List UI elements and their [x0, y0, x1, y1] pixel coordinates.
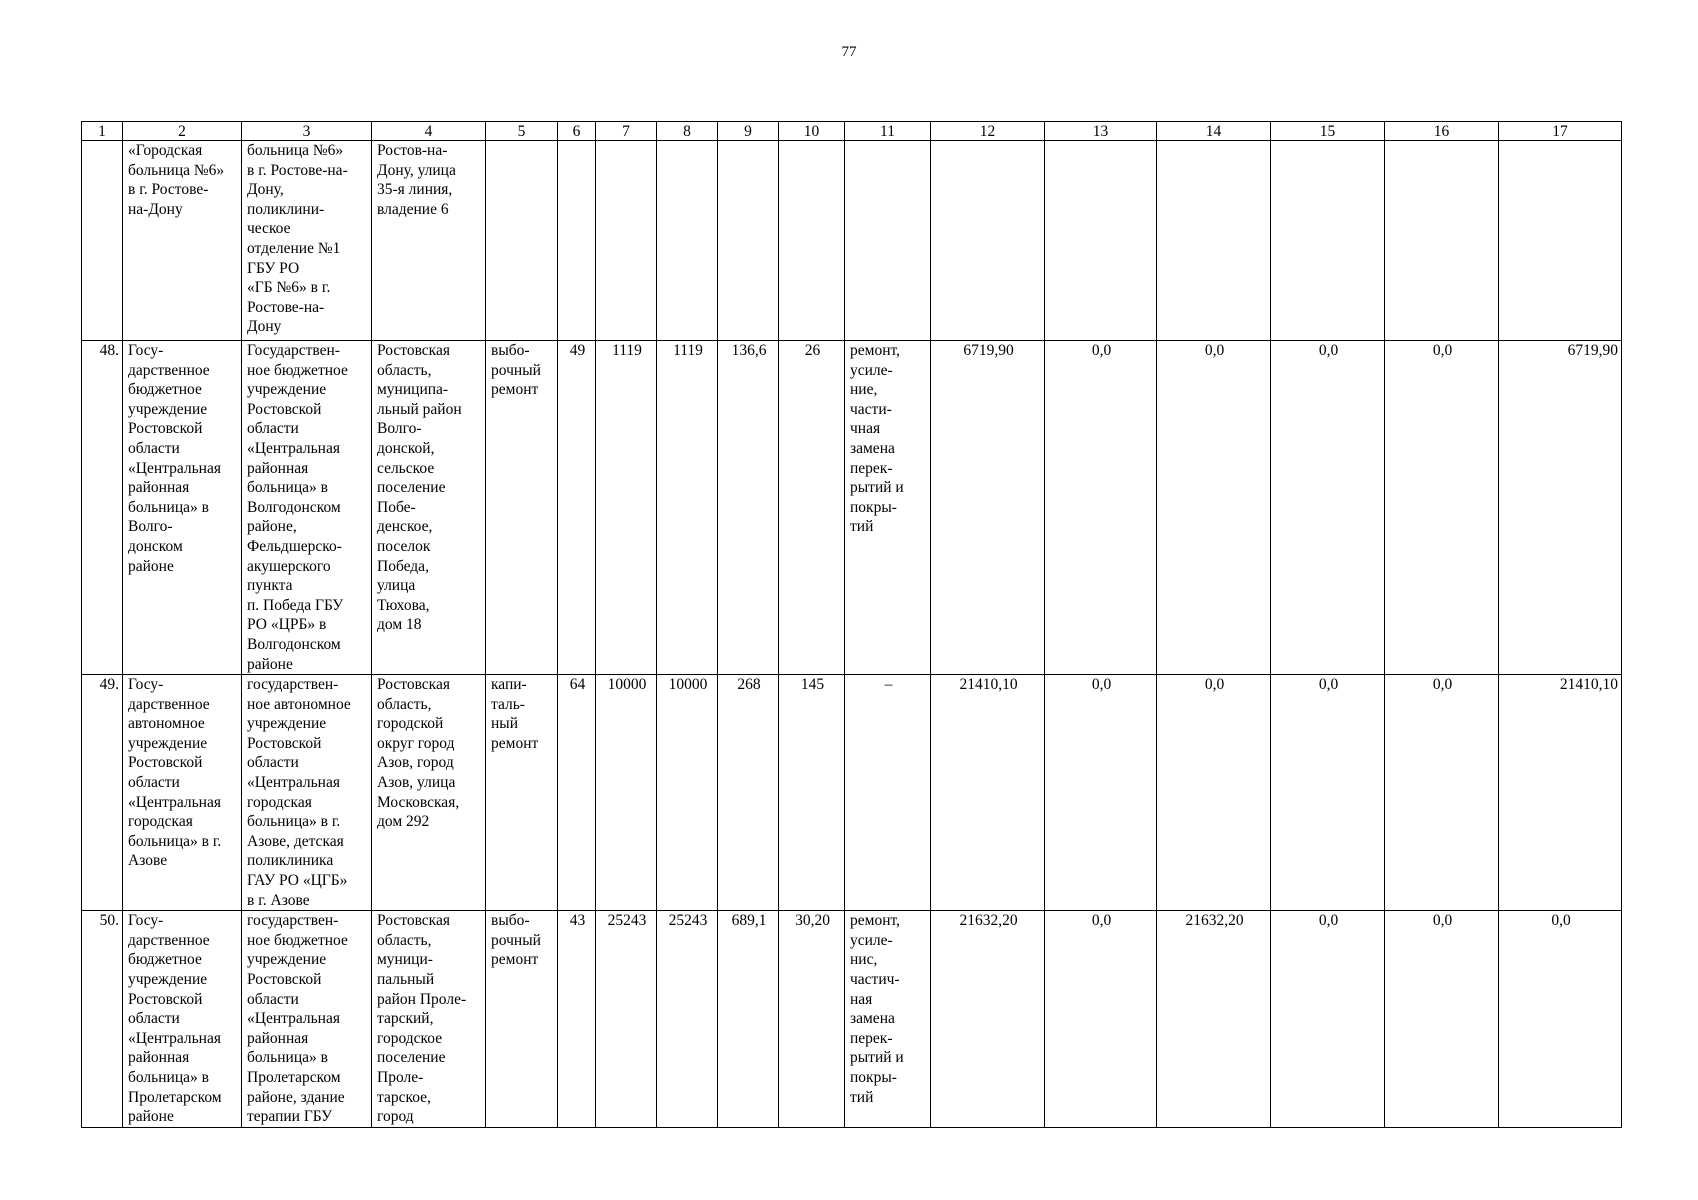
address-text: Ростовская область, муниципа- льный район Волго- донской, сельское поселение Побе- денское, поселок Победа, улица Тюхова, дом 18: [377, 342, 462, 634]
address-cell: [372, 911, 486, 1128]
column-header: 15: [1271, 122, 1385, 141]
column-header: 6: [558, 122, 596, 141]
institution-text: Госу- дарственное автономное учреждение Ростовской области «Центральная городская больница» в г. Азове: [128, 676, 222, 870]
value-cell: 0,0: [1499, 911, 1622, 1128]
address-text: Ростовская область, городской округ город Азов, город Азов, улица Московская, дом 292: [377, 676, 460, 831]
value-cell: 0,0: [1045, 341, 1157, 675]
value-cell: 25243: [596, 911, 657, 1128]
work-type-text: выбо- рочный ремонт: [491, 342, 541, 399]
value-cell: [596, 141, 657, 341]
value-cell: [558, 141, 596, 341]
value-cell: 689,1: [718, 911, 779, 1128]
value-cell: [1385, 141, 1499, 341]
work-type-cell: [486, 911, 558, 1128]
column-header: 10: [779, 122, 845, 141]
column-number-row: [82, 122, 1622, 141]
data-table: [81, 121, 1622, 1128]
value-cell: [1271, 141, 1385, 341]
value-cell: 21632,20: [1157, 911, 1271, 1128]
value-cell: 43: [558, 911, 596, 1128]
column-header: 3: [242, 122, 372, 141]
works-cell: [845, 911, 931, 1128]
value-cell: [1499, 141, 1622, 341]
object-cell: [242, 141, 372, 341]
value-cell: 6719,90: [1499, 341, 1622, 675]
work-type-cell: [486, 141, 558, 341]
works-text: ремонт, усиле- ние, части- чная замена перек- рытий и покры- тий: [850, 342, 904, 536]
value-cell: [657, 141, 718, 341]
value-cell: 0,0: [1385, 911, 1499, 1128]
institution-text: «Городская больница №6» в г. Ростове- на-Дону: [128, 142, 225, 218]
object-text: больница №6» в г. Ростове-на- Дону, поликлини- ческое отделение №1 ГБУ РО «ГБ №6» в г. Ростове-на- Дону: [247, 142, 348, 336]
value-cell: 1119: [657, 341, 718, 675]
value-cell: 0,0: [1157, 341, 1271, 675]
value-cell: [1045, 141, 1157, 341]
value-cell: 30,20: [779, 911, 845, 1128]
row-number: [82, 141, 123, 341]
works-cell: [845, 341, 931, 675]
row-number: 48.: [82, 341, 123, 675]
column-header: 12: [931, 122, 1045, 141]
value-cell: 268: [718, 675, 779, 911]
object-text: государствен- ное автономное учреждение Ростовской области «Центральная городская больница» в г. Азове, детская поликлиника ГАУ РО «ЦГБ» в г. Азове: [247, 676, 351, 909]
institution-text: Госу- дарственное бюджетное учреждение Ростовской области «Центральная районная больница» в Пролетарском районе: [128, 912, 222, 1126]
value-cell: 0,0: [1271, 675, 1385, 911]
column-header: 9: [718, 122, 779, 141]
address-cell: [372, 675, 486, 911]
work-type-cell: [486, 341, 558, 675]
column-header: 14: [1157, 122, 1271, 141]
value-cell: 0,0: [1045, 675, 1157, 911]
table-row: [82, 911, 1622, 1128]
value-cell: 0,0: [1385, 675, 1499, 911]
column-header: 13: [1045, 122, 1157, 141]
institution-cell: [123, 675, 242, 911]
column-header: 16: [1385, 122, 1499, 141]
value-cell: 6719,90: [931, 341, 1045, 675]
institution-text: Госу- дарственное бюджетное учреждение Ростовской области «Центральная районная больница» в Волго- донском районе: [128, 342, 221, 575]
institution-cell: [123, 141, 242, 341]
value-cell: 10000: [657, 675, 718, 911]
value-cell: [779, 141, 845, 341]
value-cell: [1157, 141, 1271, 341]
value-cell: 0,0: [1385, 341, 1499, 675]
value-cell: 1119: [596, 341, 657, 675]
value-cell: 21410,10: [931, 675, 1045, 911]
address-text: Ростовская область, муници- пальный район Проле- тарский, городское поселение Проле- тарское, город: [377, 912, 467, 1126]
address-text: Ростов-на- Дону, улица 35-я линия, владение 6: [377, 142, 456, 218]
value-cell: 0,0: [1271, 911, 1385, 1128]
object-cell: [242, 341, 372, 675]
work-type-cell: [486, 675, 558, 911]
value-cell: 136,6: [718, 341, 779, 675]
table-row: [82, 675, 1622, 911]
table-row: [82, 141, 1622, 341]
column-header: 17: [1499, 122, 1622, 141]
object-text: государствен- ное бюджетное учреждение Ростовской области «Центральная районная больница» в Пролетарском районе, здание терапии ГБУ: [247, 912, 348, 1126]
address-cell: [372, 141, 486, 341]
value-cell: 25243: [657, 911, 718, 1128]
column-header: 2: [123, 122, 242, 141]
work-type-text: выбо- рочный ремонт: [491, 912, 541, 969]
value-cell: 0,0: [1271, 341, 1385, 675]
value-cell: 0,0: [1157, 675, 1271, 911]
value-cell: [931, 141, 1045, 341]
object-text: Государствен- ное бюджетное учреждение Ростовской области «Центральная районная больница» в Волгодонском районе, Фельдшерско- акушерского пункта п. Победа ГБУ РО «ЦРБ» в Волгодонском районе: [247, 342, 348, 673]
institution-cell: [123, 341, 242, 675]
column-header: 8: [657, 122, 718, 141]
object-cell: [242, 911, 372, 1128]
column-header: 7: [596, 122, 657, 141]
value-cell: 0,0: [1045, 911, 1157, 1128]
value-cell: 145: [779, 675, 845, 911]
value-cell: 21410,10: [1499, 675, 1622, 911]
page-number: 77: [841, 44, 857, 60]
column-header: 5: [486, 122, 558, 141]
value-cell: 49: [558, 341, 596, 675]
value-cell: 21632,20: [931, 911, 1045, 1128]
works-cell: –: [845, 675, 931, 911]
address-cell: [372, 341, 486, 675]
column-header: 11: [845, 122, 931, 141]
works-text: ремонт, усиле- нис, частич- ная замена перек- рытий и покры- тий: [850, 912, 904, 1106]
value-cell: 10000: [596, 675, 657, 911]
table-row: [82, 341, 1622, 675]
object-cell: [242, 675, 372, 911]
value-cell: [718, 141, 779, 341]
column-header: 4: [372, 122, 486, 141]
institution-cell: [123, 911, 242, 1128]
row-number: 49.: [82, 675, 123, 911]
row-number: 50.: [82, 911, 123, 1128]
column-header: 1: [82, 122, 123, 141]
value-cell: 26: [779, 341, 845, 675]
works-cell: [845, 141, 931, 341]
work-type-text: капи- таль- ный ремонт: [491, 676, 539, 752]
value-cell: 64: [558, 675, 596, 911]
